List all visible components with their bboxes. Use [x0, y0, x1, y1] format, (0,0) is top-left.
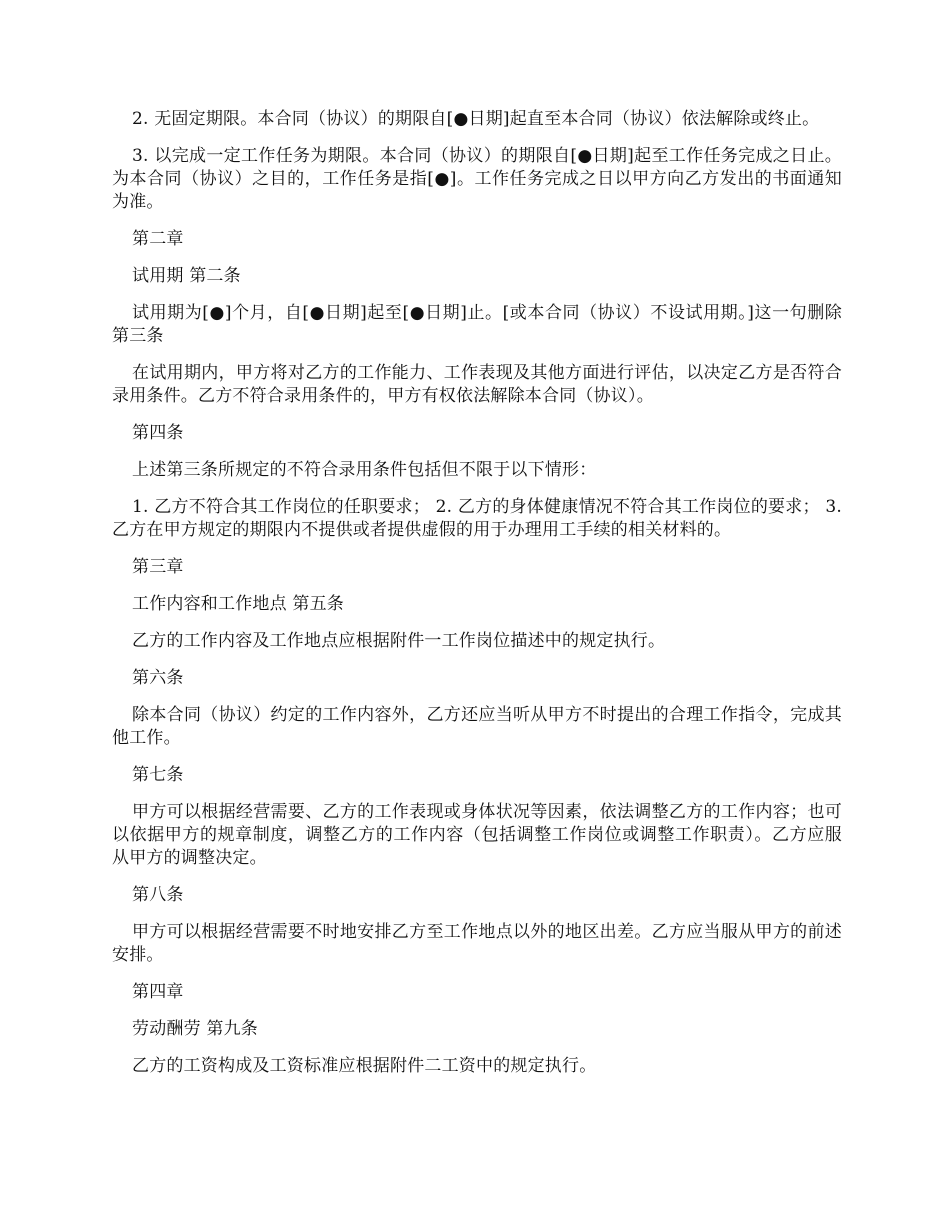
article-5-heading: 工作内容和工作地点 第五条 [132, 594, 345, 614]
hiring-conditions-intro: 上述第三条所规定的不符合录用条件包括但不限于以下情形： [132, 460, 597, 480]
paragraph-term-type-2: 2. 无固定期限。本合同（协议）的期限自[●日期]起直至本合同（协议）依法解除或终止。 [132, 109, 820, 129]
article-2-heading: 试用期 第二条 [132, 266, 241, 286]
article-9-heading: 劳动酬劳 第九条 [132, 1019, 259, 1039]
work-adjustment-paragraph: 甲方可以根据经营需要、乙方的工作表现或身体状况等因素，依法调整乙方的工作内容；也可以依据甲方的规章制度，调整乙方的工作内容（包括调整工作岗位或调整工作职责）。乙方应服从甲方的调整决定。 [112, 802, 842, 868]
article-6-heading: 第六条 [132, 668, 184, 688]
probation-period-paragraph: 试用期为[●]个月，自[●日期]起至[●日期]止。[或本合同（协议）不设试用期。]这一句删除 第三条 [112, 303, 842, 346]
article-7-heading: 第七条 [132, 765, 184, 785]
chapter-2-heading: 第二章 [132, 229, 184, 249]
article-8-heading: 第八条 [132, 885, 184, 905]
chapter-3-heading: 第三章 [132, 557, 184, 577]
hiring-conditions-list: 1. 乙方不符合其工作岗位的任职要求； 2. 乙方的身体健康情况不符合其工作岗位的要求； 3. 乙方在甲方规定的期限内不提供或者提供虚假的用于办理用工手续的相关材料的。 [112, 497, 842, 540]
business-travel-paragraph: 甲方可以根据经营需要不时地安排乙方至工作地点以外的地区出差。乙方应当服从甲方的前述安排。 [112, 922, 842, 965]
chapter-4-heading: 第四章 [132, 982, 184, 1002]
salary-paragraph: 乙方的工资构成及工资标准应根据附件二工资中的规定执行。 [132, 1056, 597, 1076]
document-page [112, 108, 842, 1092]
work-content-paragraph: 乙方的工作内容及工作地点应根据附件一工作岗位描述中的规定执行。 [132, 631, 666, 651]
additional-work-paragraph: 除本合同（协议）约定的工作内容外，乙方还应当听从甲方不时提出的合理工作指令，完成其他工作。 [112, 705, 842, 748]
paragraph-term-type-3: 3. 以完成一定工作任务为期限。本合同（协议）的期限自[●日期]起至工作任务完成之日止。为本合同（协议）之目的，工作任务是指[●]。工作任务完成之日以甲方向乙方发出的书面通知为准。 [112, 146, 842, 212]
article-4-heading: 第四条 [132, 423, 184, 443]
probation-evaluation-paragraph: 在试用期内，甲方将对乙方的工作能力、工作表现及其他方面进行评估，以决定乙方是否符合录用条件。乙方不符合录用条件的，甲方有权依法解除本合同（协议）。 [112, 363, 842, 406]
